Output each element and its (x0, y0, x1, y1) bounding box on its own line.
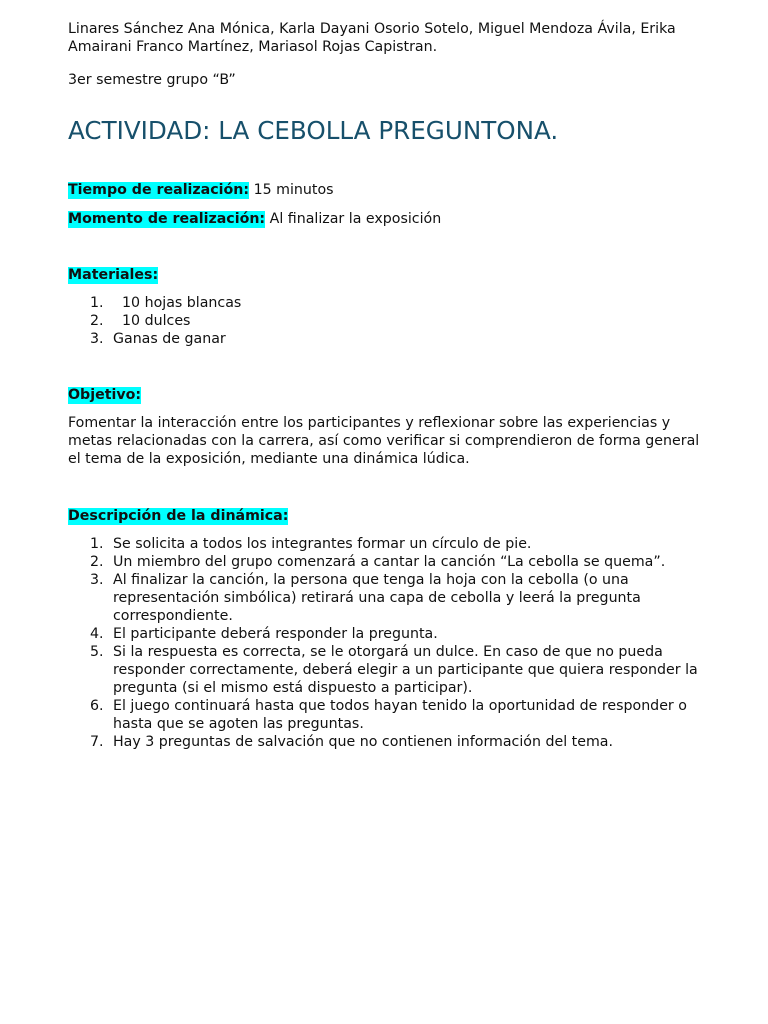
group-line: 3er semestre grupo “B” (68, 72, 236, 88)
list-item-text: Al finalizar la canción, la persona que tenga la hoja con la cebolla (o una representación simbólica) retirará una capa de cebolla y leerá la pregunta correspondiente. (113, 572, 641, 624)
objetivo-text: Fomentar la interacción entre los participantes y reflexionar sobre las experiencias y metas relacionadas con la carrera, así como verificar si comprendieron de forma general el tema de la exposición, mediante una dinámica lúdica. (68, 415, 700, 467)
materiales-heading-label: Materiales: (68, 267, 159, 283)
list-item (68, 733, 708, 751)
list-item (68, 535, 708, 553)
list-item-text: Ganas de ganar (113, 331, 226, 347)
descripcion-heading (68, 507, 288, 525)
list-item-number: 3. (90, 572, 104, 588)
tiempo-line (68, 181, 334, 199)
list-item-text: Hay 3 preguntas de salvación que no contienen información del tema. (113, 734, 613, 750)
list-item-number: 2. (90, 554, 104, 570)
list-item-text: 10 dulces (113, 313, 191, 329)
list-item-text: Un miembro del grupo comenzará a cantar la canción “La cebolla se quema”. (113, 554, 666, 570)
list-item-number: 2. (90, 313, 104, 329)
list-item (68, 312, 708, 330)
list-item-number: 7. (90, 734, 104, 750)
list-item-text: Si la respuesta es correcta, se le otorgará un dulce. En caso de que no pueda responder correctamente, deberá elegir a un participante que quiera responder la pregunta (si el mismo está dispuesto a participar). (113, 644, 698, 696)
list-item (68, 643, 708, 697)
list-item (68, 553, 708, 571)
list-item (68, 294, 708, 312)
momento-value: Al finalizar la exposición (265, 211, 442, 227)
descripcion-list (68, 535, 708, 751)
momento-line (68, 210, 441, 228)
list-item-number: 1. (90, 536, 104, 552)
materiales-heading (68, 266, 158, 284)
list-item-number: 6. (90, 698, 104, 714)
list-item (68, 625, 708, 643)
tiempo-label: Tiempo de realización: (68, 182, 250, 198)
list-item-text: 10 hojas blancas (113, 295, 242, 311)
objetivo-heading (68, 386, 141, 404)
authors-line: Linares Sánchez Ana Mónica, Karla Dayani Osorio Sotelo, Miguel Mendoza Ávila, Erika Amairani Franco Martínez, Mariasol Rojas Capistran. (68, 21, 676, 55)
objetivo-heading-label: Objetivo: (68, 387, 142, 403)
list-item-text: El juego continuará hasta que todos hayan tenido la oportunidad de responder o hasta que se agoten las preguntas. (113, 698, 687, 732)
page-title: ACTIVIDAD: LA CEBOLLA PREGUNTONA. (68, 116, 559, 145)
list-item (68, 330, 708, 348)
list-item-number: 4. (90, 626, 104, 642)
list-item-number: 5. (90, 644, 104, 660)
list-item (68, 571, 708, 625)
tiempo-value: 15 minutos (249, 182, 334, 198)
list-item-number: 1. (90, 295, 104, 311)
list-item (68, 697, 708, 733)
list-item-number: 3. (90, 331, 104, 347)
momento-label: Momento de realización: (68, 211, 266, 227)
list-item-text: El participante deberá responder la pregunta. (113, 626, 438, 642)
materiales-list (68, 294, 708, 348)
descripcion-heading-label: Descripción de la dinámica: (68, 508, 289, 524)
list-item-text: Se solicita a todos los integrantes formar un círculo de pie. (113, 536, 532, 552)
